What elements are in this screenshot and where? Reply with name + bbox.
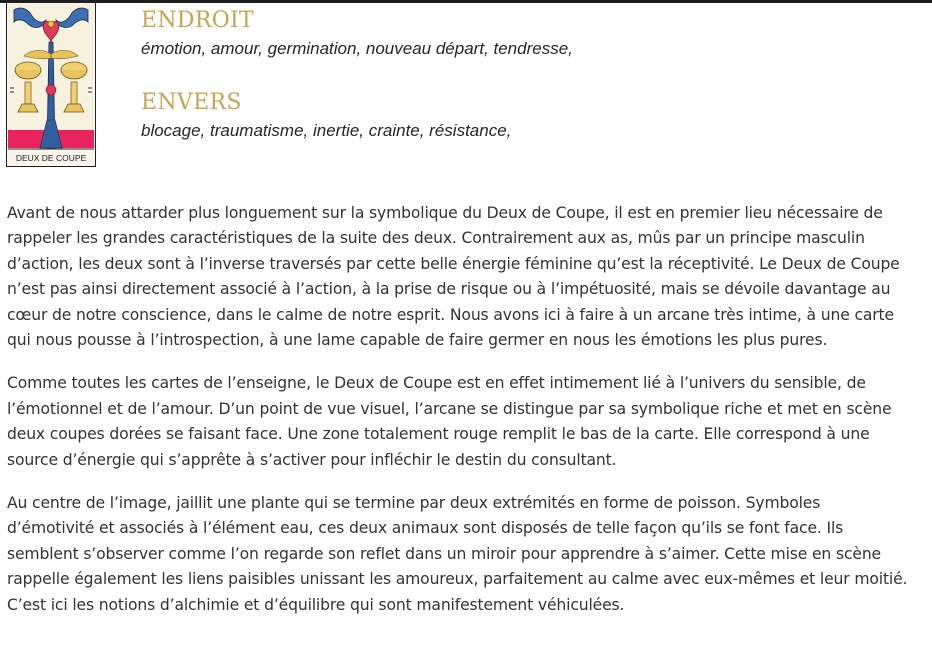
reversed-heading: ENVERS — [141, 90, 242, 115]
upright-keywords: émotion, amour, germination, nouveau départ, tendresse, — [141, 39, 573, 58]
reversed-keywords: blocage, traumatisme, inertie, crainte, résistance, — [141, 121, 512, 140]
upright-meaning — [141, 8, 573, 60]
article-paragraph: Au centre de l’image, jaillit une plante qui se termine par deux extrémités en forme de poisson. Symboles d’émotivité et associés à l’élément eau, ces deux animaux sont disposés de telle façon qu’ils se font face. Ils semblent s’observer comme l’on regarde son reflet dans un miroir pour apprendre à s’aimer. Cette mise en scène rappelle également les liens paisibles unissant les amoureux, parfaitement au calme avec eux-mêmes et leur moitié. C’est ici les notions d’alchimie et d’équilibre qui sont manifestement véhiculées. — [7, 494, 908, 614]
reversed-meaning — [141, 90, 511, 142]
article-body — [7, 201, 912, 636]
tarot-card-image — [6, 2, 96, 167]
article-paragraph: Comme toutes les cartes de l’enseigne, le Deux de Coupe est en effet intimement lié à l’univers du sensible, de l’émotionnel et de l’amour. D’un point de vue visuel, l’arcane se distingue par sa symbolique riche et met en scène deux coupes dorées se faisant face. Une zone totalement rouge remplit le bas de la carte. Elle correspond à une source d’énergie qui s’apprête à s’activer pour infléchir le destin du consultant. — [7, 374, 892, 469]
card-illustration — [6, 2, 96, 167]
card-title-label: DEUX DE COUPE — [15, 153, 87, 163]
top-border — [0, 0, 932, 3]
upright-heading: ENDROIT — [141, 8, 255, 33]
article-paragraph: Avant de nous attarder plus longuement sur la symbolique du Deux de Coupe, il est en premier lieu nécessaire de rappeler les grandes caractéristiques de la suite des deux. Contrairement aux as, mûs par un principe masculin d’action, les deux sont à l’inverse traversés par cette belle énergie féminine qu’est la réceptivité. Le Deux de Coupe n’est pas ainsi directement associé à l’action, à la prise de risque ou à l’impétuosité, mais se dévoile davantage au cœur de notre conscience, dans le calme de notre esprit. Nous avons ici à faire à un arcane très intime, à une carte qui nous pousse à l’introspection, à une lame capable de faire germer en nous les émotions les plus pures. — [7, 204, 900, 350]
